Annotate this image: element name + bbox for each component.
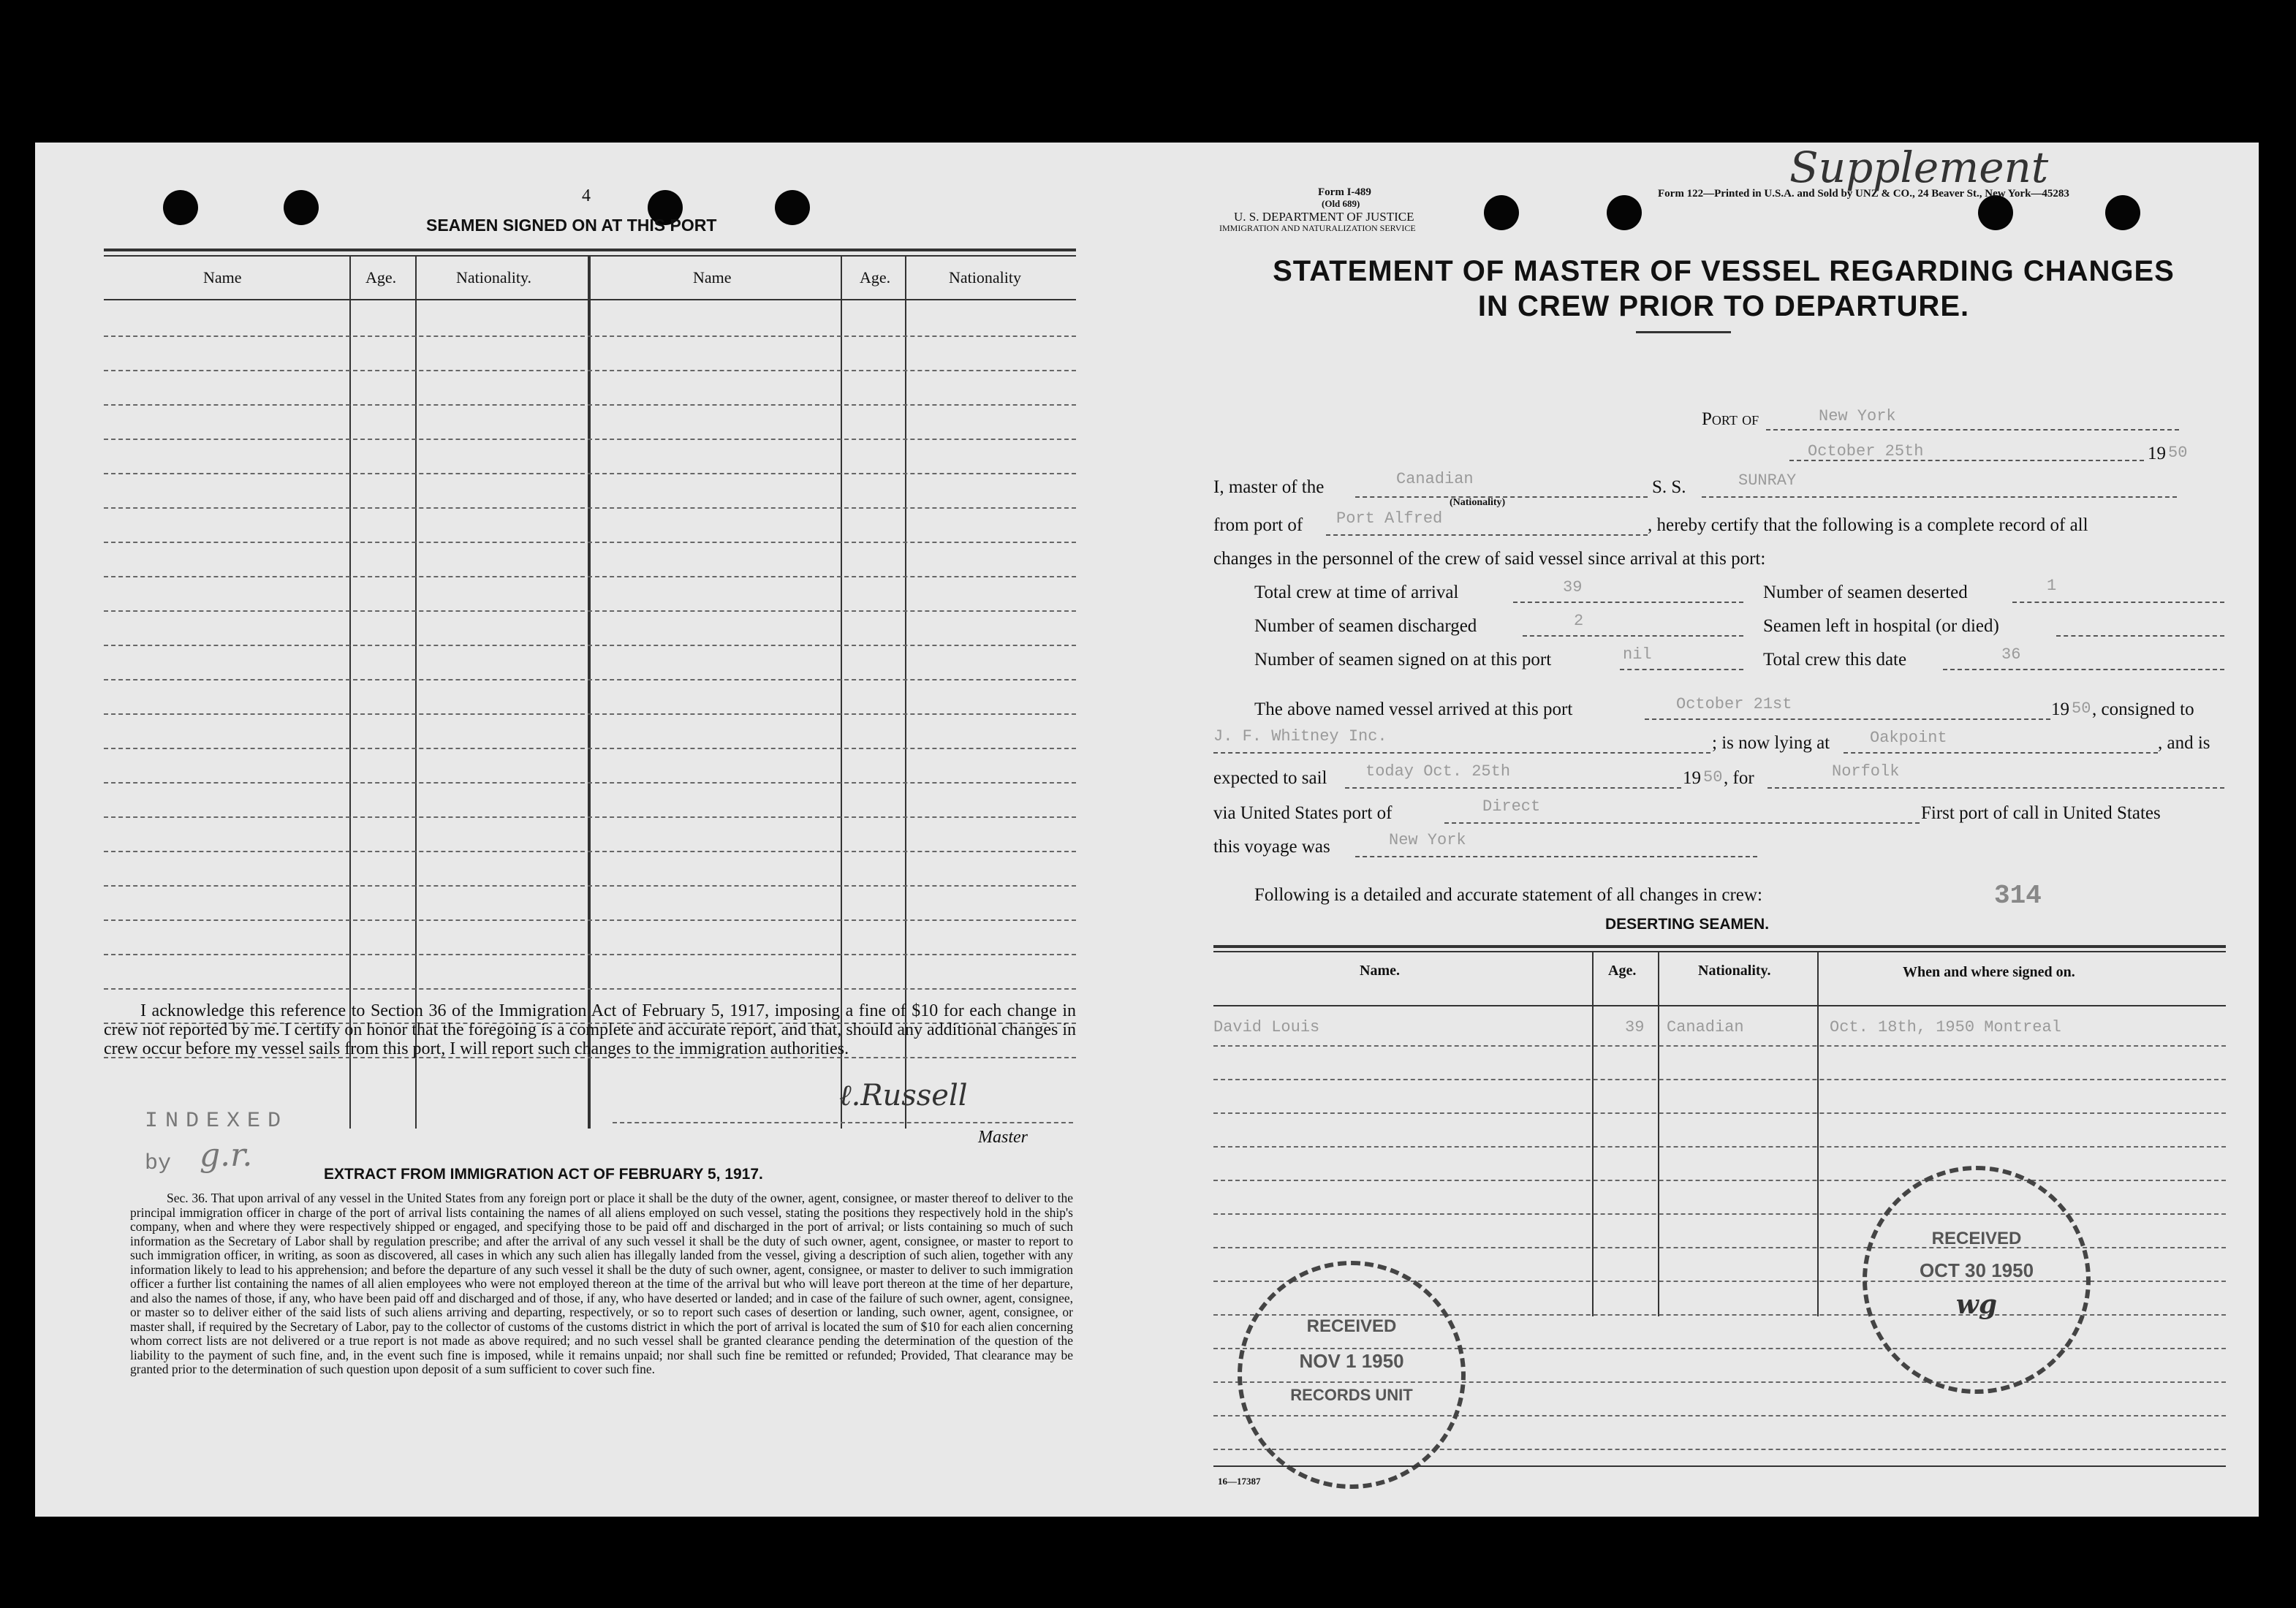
department: U. S. DEPARTMENT OF JUSTICE [1234,210,1414,224]
title-underline [1636,331,1731,333]
ruled-row-line [1213,1180,2226,1181]
deserting-title: DESERTING SEAMEN. [1605,916,1770,933]
desert-col-age: Age. [1608,963,1637,979]
column-rule [588,255,591,1129]
received-stamp-date: NOV 1 1950 [1299,1350,1404,1372]
section-36-text [130,1191,1073,1377]
lying-value: Oakpoint [1870,729,1947,747]
punch-hole [775,190,810,225]
year-prefix: 19 [2148,444,2166,463]
indexed-stamp: INDEXED [145,1109,289,1134]
desert-table-top [1213,951,2226,952]
column-rule [905,255,906,1129]
via-value: Direct [1482,797,1541,816]
service: IMMIGRATION AND NATURALIZATION SERVICE [1219,223,1416,233]
ruled-row-line [104,473,1076,474]
total-crew-arrival-line [1513,591,1743,603]
consignee-value: J. F. Whitney Inc. [1213,727,1387,746]
expected-year-prefix: 19 [1683,768,1701,788]
ruled-row-line [104,576,1076,577]
desert-row-nationality: Canadian [1667,1018,1744,1036]
for-label: , for [1724,768,1754,788]
hospital-label: Seamen left in hospital (or died) [1763,616,1999,636]
ruled-row-line [104,335,1076,337]
col-nationality: Nationality. [456,268,532,287]
ruled-row-line [104,954,1076,955]
ruled-row-line [104,782,1076,784]
arrived-year-prefix: 19 [2051,699,2069,719]
desert-table-bottom [1213,1465,2226,1467]
table-top-rule [104,249,1076,251]
indexed-by-label: by [145,1151,172,1176]
desert-col-name: Name. [1360,963,1400,979]
hospital-line [2056,625,2224,637]
ruled-row-line [104,404,1076,406]
ruled-row-line [104,748,1076,749]
extract-title: EXTRACT FROM IMMIGRATION ACT OF FEBRUARY 5, 1917. [324,1166,763,1183]
title-line-2: IN CREW PRIOR TO DEPARTURE. [1477,290,1970,322]
voyage-value: New York [1389,831,1466,849]
port-of-value: New York [1819,407,1896,425]
ruled-row-line [1213,1079,2226,1080]
changes-text: changes in the personnel of the crew of said vessel since arrival at this port: [1213,549,1766,569]
master-of-label: I, master of the [1213,477,1325,497]
total-crew-date-line [1943,659,2224,670]
expected-value: today Oct. 25th [1365,762,1511,781]
signed-on-label: Number of seamen signed on at this port [1254,650,1552,670]
for-value: Norfolk [1832,762,1900,781]
col-nationality: Nationality [949,268,1021,287]
punch-hole [163,190,198,225]
total-crew-date-value: 36 [2001,645,2021,664]
printer-line: Form 122—Printed in U.S.A. and Sold by UNZ & CO., 24 Beaver St., New York—45283 [1658,188,2069,200]
punch-hole [2105,195,2140,230]
ss-label: S. S. [1652,477,1686,497]
col-name: Name [693,268,732,287]
via-label: via United States port of [1213,803,1393,823]
desert-col-signed-on: When and where signed on. [1903,964,2075,980]
supplement-handwriting: Supplement [1789,143,2049,192]
punch-hole [284,190,319,225]
nationality-value: Canadian [1396,470,1474,488]
master-label: Master [978,1128,1028,1147]
received-stamp [1238,1261,1466,1489]
col-age: Age. [860,268,891,287]
expected-label: expected to sail [1213,768,1327,788]
deserted-label: Number of seamen deserted [1763,583,1968,602]
signed-on-value: nil [1623,645,1652,664]
form-id: Form I-489 [1318,186,1371,198]
arrived-year-suffix: 50 [2072,699,2091,718]
ruled-row-line [1213,1045,2226,1047]
from-port-label: from port of [1213,515,1303,535]
from-port-value: Port Alfred [1336,509,1443,528]
ruled-row-line [104,610,1076,612]
ruled-row-line [104,507,1076,509]
port-of-label: Port of [1702,409,1759,429]
signature-line [613,1122,1073,1123]
master-signature: ℓ.Russell [839,1079,968,1112]
second-received-stamp [1863,1166,2091,1394]
ruled-row-line [1213,1213,2226,1215]
page-number: 4 [582,186,591,205]
ruled-row-line [104,542,1076,543]
ss-value: SUNRAY [1738,471,1797,490]
ruled-row-line [104,885,1076,887]
lying-label: ; is now lying at [1712,733,1830,753]
ruled-row-line [104,645,1076,646]
second-stamp-initials: wg [1955,1289,1998,1320]
year-suffix: 50 [2168,444,2188,462]
desert-row-signed-on: Oct. 18th, 1950 Montreal [1830,1018,2061,1036]
total-crew-arrival-label: Total crew at time of arrival [1254,583,1459,602]
discharged-line [1523,625,1743,637]
indexed-initials: g.r. [200,1137,253,1174]
second-stamp-label: RECEIVED [1931,1229,2022,1248]
desert-table-top [1213,945,2226,948]
title-line-1: STATEMENT OF MASTER OF VESSEL REGARDING CHANGES [1273,255,2175,287]
ruled-row-line [104,919,1076,921]
deserted-value: 1 [2047,577,2057,595]
following-text: Following is a detailed and accurate statement of all changes in crew: [1254,885,1762,905]
second-stamp-date: OCT 30 1950 [1919,1259,2034,1281]
deserted-line [2012,591,2224,603]
voyage-label: this voyage was [1213,837,1330,857]
ruled-row-line [1213,1112,2226,1114]
ruled-row-line [104,851,1076,852]
date-value: October 25th [1808,442,1924,460]
total-crew-arrival-value: 39 [1563,578,1583,596]
section-body: That upon arrival of any vessel in the United States from any foreign port or place it shall be the duty of the owner, agent, consignee, or master thereof to deliver to the principal immigration officer in charge of the port of arrival lists containing the names of all aliens employed on such vessel, stating the positions they respectively hold in the ship's company, when and where they were respectively shipped or engaged, and specifying those to be paid off and discharged in the port of arrival; or lists containing so much of such information as the Secretary of Labor shall by regulation prescribe; and after the arrival of any such vessel it shall be the duty of such owner, agent, consignee, or master to report to such immigration officer, in writing, as soon as discovered, all cases in which any such alien has illegally landed from the vessel, giving a description of such alien, together with any information likely to lead to his apprehension; and before the departure of any such vessel it shall be the duty of such owner, agent, consignee, or master to deliver to such immigration officer a further list containing the names of all alien employees who were not employed thereon at the time of the arrival but who will leave port thereon at the time of her departure, and also the names of those, if any, who have been paid off and discharged and of those, if any, who have deserted or landed; and in case of the failure of such owner, agent, consignee, or master so to deliver either of the said lists of such aliens arriving and departing, respectively, or so to report such cases of desertion or landing, such owner, agent, consignee, or master shall, if required by the Secretary of Labor, pay to the collector of customs of the customs district in which the port of arrival is located the sum of $10 for each alien concerning whom correct lists are not delivered or a true report is not made as above required; and no such vessel shall be granted clearance pending the determination of the question of the liability to the payment of such fine, and, in the event such fine is imposed, while it remains unpaid; nor shall such fine be remitted or refunded; Provided, That clearance may be granted prior to the determination of such question upon deposit of a sum sufficient to cover such fine. [130,1191,1073,1376]
ruled-row-line [1213,1146,2226,1148]
total-crew-date-label: Total crew this date [1763,650,1907,670]
received-stamp-label: RECEIVED [1306,1316,1397,1336]
punch-hole [1978,195,2013,230]
document-sheet [35,143,2259,1517]
arrived-label: The above named vessel arrived at this port [1254,699,1573,719]
col-name: Name [203,268,242,287]
column-rule [415,255,417,1129]
discharged-label: Number of seamen discharged [1254,616,1477,636]
column-rule [349,255,351,1129]
footer-code: 16—17387 [1218,1476,1261,1487]
nationality-caption: (Nationality) [1450,497,1506,508]
ruled-row-line [104,439,1076,440]
arrived-value: October 21st [1676,695,1792,713]
form-old: (Old 689) [1322,198,1360,209]
consigned-label: , consigned to [2092,699,2194,719]
ruled-row-line [104,679,1076,680]
expected-year-suffix: 50 [1703,768,1723,786]
received-stamp-unit: RECORDS UNIT [1290,1386,1413,1404]
certify-text: , hereby certify that the following is a complete record of all [1648,515,2088,535]
ruled-row-line [104,988,1076,990]
punch-hole [1484,195,1519,230]
desert-header-underline [1213,1005,2226,1006]
section-label: Sec. 36. [167,1191,208,1205]
desert-row-name: David Louis [1213,1018,1320,1036]
ruled-row-line [104,370,1076,371]
first-port-label: First port of call in United States [1921,803,2161,823]
desert-row-age: 39 [1625,1018,1645,1036]
acknowledgement-text: I acknowledge this reference to Section 36 of the Immigration Act of February 5, 1917, imposing a fine of $10 for each change in crew not reported by me. I certify on honor that the foregoing is a complete and accurate report, and that, should any additional changes in crew occur before my vessel sails from this port, I will report such changes to the immigration authorities. [104,1001,1076,1058]
stamp-number: 314 [1994,881,2042,911]
left-section-title: SEAMEN SIGNED ON AT THIS PORT [426,216,717,235]
ruled-row-line [104,816,1076,818]
col-age: Age. [365,268,397,287]
ruled-row-line [104,713,1076,715]
and-is-label: , and is [2158,733,2210,753]
desert-col-nationality: Nationality. [1698,963,1771,979]
discharged-value: 2 [1574,612,1584,630]
punch-hole [1607,195,1642,230]
column-rule [841,255,842,1129]
